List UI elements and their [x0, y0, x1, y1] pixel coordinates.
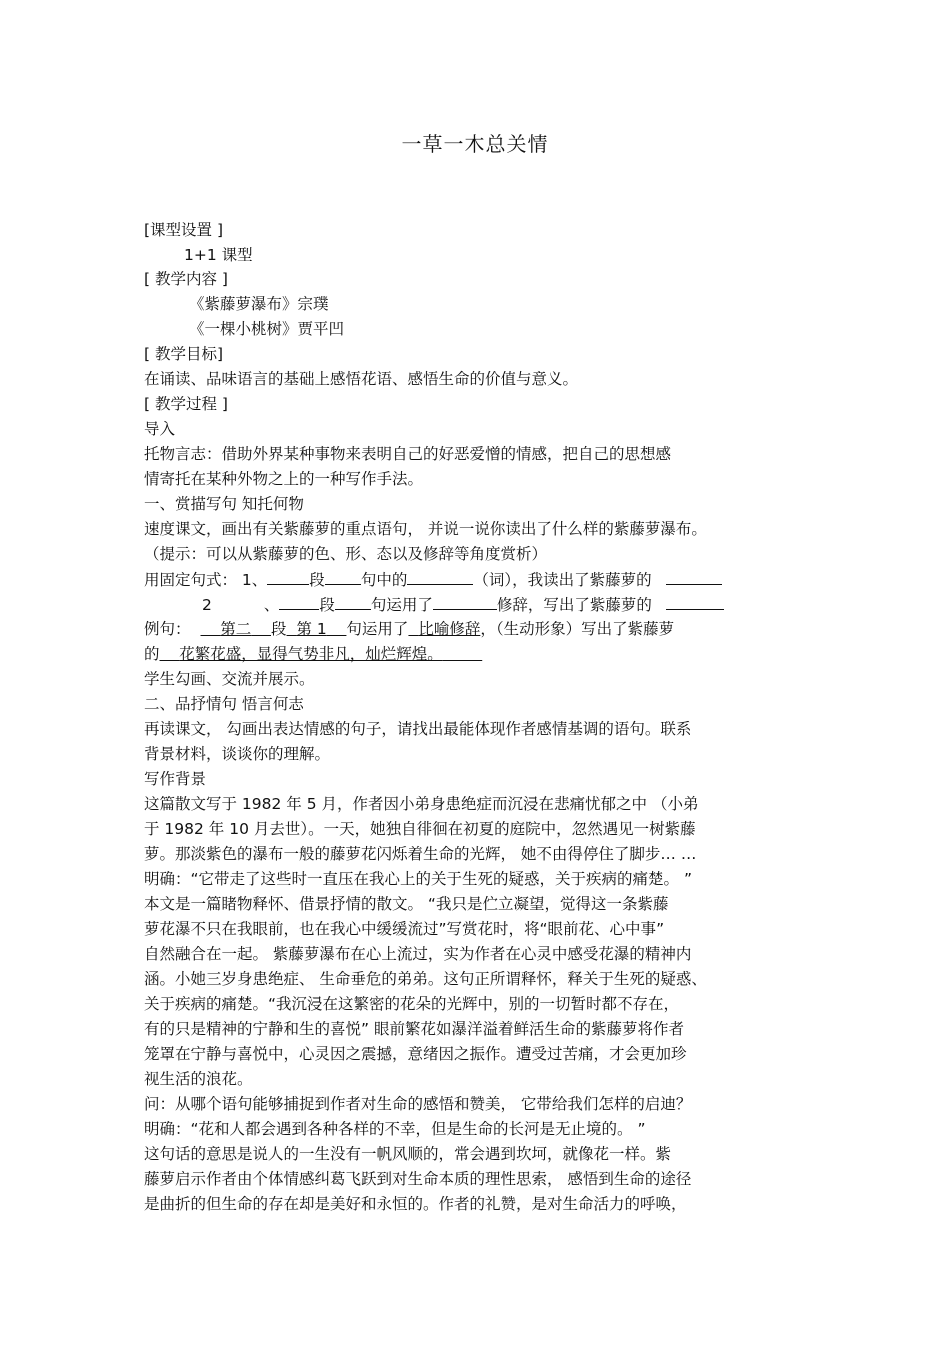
example-line-1: [144, 618, 674, 640]
formula-text: （词），我读出了紫藤萝的: [473, 571, 652, 589]
text-line: 这句话的意思是说人的一生没有一帆风顺的，常会遇到坎坷，就像花一样。紫: [144, 1145, 672, 1163]
text-line: 笼罩在宁静与喜悦中，心灵因之震撼，意绪因之振作。遭受过苦痛，才会更加珍: [144, 1045, 687, 1063]
fill-blank: [433, 593, 497, 610]
formula-text: 修辞，写出了紫藤萝的: [496, 596, 652, 614]
text-line: 这篇散文写于 1982 年 5 月，作者因小弟身患绝症而沉浸在悲痛忧郁之中 （小弟: [144, 795, 699, 813]
example-answer: 比喻修辞: [418, 620, 481, 638]
text-line: 本文是一篇睹物释怀、借景抒情的散文。 “我只是伫立凝望，觉得这一条紫藤: [144, 895, 669, 913]
text-line: [ 教学内容 ]: [144, 270, 228, 288]
formula-line-1: [144, 568, 722, 591]
example-answer: 第二: [220, 620, 252, 638]
fill-blank: [325, 568, 361, 585]
page-title: 一草一木总关情: [401, 132, 549, 156]
formula-text: 、: [263, 596, 280, 614]
fill-blank: [335, 593, 371, 610]
text-line: 萝。那淡紫色的瀑布一般的藤萝花闪烁着生命的光辉， 她不由得停住了脚步… …: [144, 845, 697, 863]
text-line: 明确：“它带走了这些时一直压在我心上的关于生死的疑惑，关于疾病的痛楚。 ”: [144, 870, 692, 888]
text-line: [ 教学过程 ]: [144, 395, 228, 413]
formula-text: 段: [309, 571, 325, 589]
text-line: （提示：可以从紫藤萝的色、形、态以及修辞等角度赏析）: [144, 545, 548, 563]
fill-blank: [407, 568, 473, 585]
text-line: 是曲折的但生命的存在却是美好和永恒的。作者的礼赞，是对生命活力的呼唤，: [144, 1195, 687, 1213]
text-line: 学生勾画、交流并展示。: [144, 670, 315, 688]
example-text: 例句：: [144, 620, 191, 638]
example-text: ，（生动形象）写出了紫藤萝: [480, 620, 675, 638]
text-line: 导入: [144, 420, 176, 438]
text-line: 于 1982 年 10 月去世）。一天，她独自徘徊在初夏的庭院中，忽然遇见一树紫藤: [144, 820, 696, 838]
text-line: 《紫藤萝瀑布》宗璞: [189, 295, 329, 313]
fill-blank: [666, 568, 722, 585]
formula-text: 句中的: [360, 571, 408, 589]
text-line: 再读课文， 勾画出表达情感的句子，请找出最能体现作者感情基调的语句。联系: [144, 720, 692, 738]
text-line: 视生活的浪花。: [144, 1070, 253, 1088]
example-text: 段: [271, 620, 287, 638]
text-line: 涵。小她三岁身患绝症、 生命垂危的弟弟。这句正所谓释怀，释关于生死的疑惑、: [144, 970, 707, 988]
example-line-2: [144, 643, 482, 665]
text-line: 情寄托在某种外物之上的一种写作手法。: [144, 470, 424, 488]
text-line: 写作背景: [144, 770, 207, 788]
example-text: 句运用了: [346, 620, 409, 638]
text-line: 有的只是精神的宁静和生的喜悦” 眼前繁花如瀑洋溢着鲜活生命的紫藤萝将作者: [144, 1020, 684, 1038]
fill-blank: [666, 593, 724, 610]
formula-text: 用固定句式： 1、: [144, 571, 268, 589]
text-line: 藤萝启示作者由个体情感纠葛飞跃到对生命本质的理性思索， 感悟到生命的途径: [144, 1170, 692, 1188]
text-line: 萝花瀑不只在我眼前，也在我心中缓缓流过”写赏花时，将“眼前花、心中事”: [144, 920, 665, 938]
text-line: 二、品抒情句 悟言何志: [144, 695, 304, 713]
formula-text: 句运用了: [370, 596, 433, 614]
text-line: [课型设置 ]: [144, 221, 224, 239]
formula-line-2: [202, 593, 724, 616]
text-line: 1+1 课型: [184, 246, 253, 264]
text-line: 在诵读、品味语言的基础上感悟花语、感悟生命的价值与意义。: [144, 370, 579, 388]
text-line: 托物言志：借助外界某种事物来表明自己的好恶爱憎的情感，把自己的思想感: [144, 445, 672, 463]
text-line: 问：从哪个语句能够捕捉到作者对生命的感悟和赞美， 它带给我们怎样的启迪？: [144, 1095, 692, 1113]
text-line: [ 教学目标]: [144, 345, 224, 363]
formula-text: 2: [202, 596, 212, 614]
text-line: 《一棵小桃树》贾平凹: [189, 320, 345, 338]
text-line: 速度课文，画出有关紫藤萝的重点语句， 并说一说你读出了什么样的紫藤萝瀑布。: [144, 520, 707, 538]
text-line: 明确：“花和人都会遇到各种各样的不幸，但是生命的长河是无止境的。 ”: [144, 1120, 646, 1138]
example-text: 的: [144, 645, 160, 663]
formula-text: 段: [319, 596, 335, 614]
text-line: 背景材料，谈谈你的理解。: [144, 745, 331, 763]
fill-blank: [279, 593, 319, 610]
text-line: 关于疾病的痛楚。“我沉浸在这繁密的花朵的光辉中，别的一切暂时都不存在，: [144, 995, 680, 1013]
text-line: 一、赏描写句 知托何物: [144, 495, 304, 513]
fill-blank: [267, 568, 309, 585]
text-line: 自然融合在一起。 紫藤萝瀑布在心上流过，实为作者在心灵中感受花瀑的精神内: [144, 945, 692, 963]
example-answer: 第 1: [296, 620, 327, 638]
example-answer: 花繁花盛，显得气势非凡，灿烂辉煌。: [179, 645, 443, 663]
